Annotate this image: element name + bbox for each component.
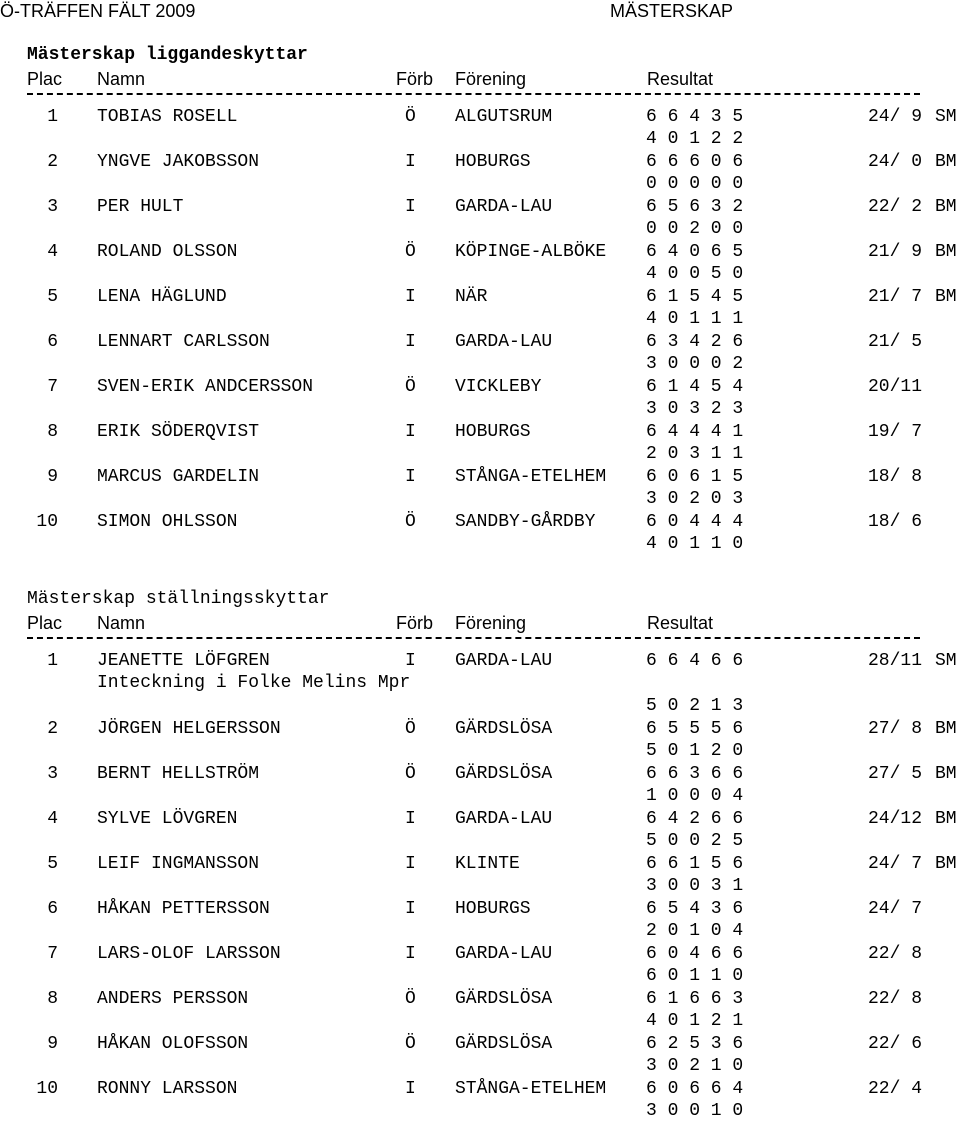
row-medal: BM xyxy=(935,242,957,262)
row-club: NÄR xyxy=(455,287,488,307)
row-forbund: I xyxy=(405,152,416,172)
row-forbund: I xyxy=(405,651,416,671)
row-name: LENA HÄGLUND xyxy=(97,287,227,307)
row-series-1: 6 4 0 6 5 xyxy=(646,242,744,262)
row-name: BERNT HELLSTRÖM xyxy=(97,764,260,784)
row-medal: BM xyxy=(935,152,957,172)
row-total: 22/ 8 xyxy=(867,989,922,1009)
row-series-2: 2 0 3 1 1 xyxy=(646,444,744,464)
row-club: GARDA-LAU xyxy=(455,651,553,671)
row-series-1: 6 0 4 4 4 xyxy=(646,512,744,532)
row-series-1: 6 6 4 3 5 xyxy=(646,107,744,127)
row-series-2: 3 0 2 0 3 xyxy=(646,489,744,509)
section-title: Mästerskap liggandeskyttar xyxy=(27,45,308,65)
row-forbund: I xyxy=(405,332,416,352)
row-name: SIMON OHLSSON xyxy=(97,512,238,532)
row-series-2: 4 0 1 2 1 xyxy=(646,1011,744,1031)
row-forbund: I xyxy=(405,899,416,919)
row-total: 19/ 7 xyxy=(867,422,922,442)
row-club: GARDA-LAU xyxy=(455,332,553,352)
row-name: LEIF INGMANSSON xyxy=(97,854,260,874)
row-placement: 4 xyxy=(47,809,58,829)
row-placement: 4 xyxy=(47,242,58,262)
column-header-resultat: Resultat xyxy=(647,69,714,89)
row-placement: 3 xyxy=(47,197,58,217)
row-club: HOBURGS xyxy=(455,899,531,919)
column-header-forening: Förening xyxy=(455,613,527,633)
row-series-2: 4 0 0 5 0 xyxy=(646,264,744,284)
column-header-forb: Förb xyxy=(396,613,434,633)
row-series-2: 0 0 0 0 0 xyxy=(646,174,744,194)
row-club: STÅNGA-ETELHEM xyxy=(455,1079,607,1099)
row-name: LARS-OLOF LARSSON xyxy=(97,944,281,964)
row-club: GÄRDSLÖSA xyxy=(455,1034,553,1054)
dashed-separator xyxy=(27,93,920,95)
row-series-2: 5 0 1 2 0 xyxy=(646,741,744,761)
row-placement: 7 xyxy=(47,944,58,964)
row-total: 22/ 4 xyxy=(867,1079,922,1099)
row-series-1: 6 2 5 3 6 xyxy=(646,1034,744,1054)
row-placement: 9 xyxy=(47,1034,58,1054)
row-series-2: 4 0 1 1 1 xyxy=(646,309,744,329)
row-name: RONNY LARSSON xyxy=(97,1079,238,1099)
row-series-1: 6 6 4 6 6 xyxy=(646,651,744,671)
row-placement: 1 xyxy=(47,107,58,127)
row-club: HOBURGS xyxy=(455,152,531,172)
row-club: GÄRDSLÖSA xyxy=(455,764,553,784)
row-series-2: 3 0 0 0 2 xyxy=(646,354,744,374)
row-placement: 2 xyxy=(47,152,58,172)
row-name: ANDERS PERSSON xyxy=(97,989,249,1009)
column-header-plac: Plac xyxy=(27,613,63,633)
row-placement: 3 xyxy=(47,764,58,784)
row-forbund: I xyxy=(405,467,416,487)
column-header-plac: Plac xyxy=(27,69,63,89)
dashed-separator xyxy=(27,637,920,639)
row-forbund: Ö xyxy=(405,1034,416,1054)
row-total: 24/ 0 xyxy=(867,152,922,172)
row-series-2: 3 0 3 2 3 xyxy=(646,399,744,419)
row-forbund: I xyxy=(405,944,416,964)
row-name: TOBIAS ROSELL xyxy=(97,107,238,127)
row-name: JÖRGEN HELGERSSON xyxy=(97,719,281,739)
row-name: SYLVE LÖVGREN xyxy=(97,809,238,829)
row-forbund: I xyxy=(405,809,416,829)
row-placement: 5 xyxy=(47,287,58,307)
column-header-namn: Namn xyxy=(97,69,146,89)
row-club: VICKLEBY xyxy=(455,377,542,397)
row-forbund: Ö xyxy=(405,989,416,1009)
row-total: 27/ 5 xyxy=(867,764,922,784)
row-placement: 10 xyxy=(36,512,58,532)
row-name: ROLAND OLSSON xyxy=(97,242,238,262)
row-total: 21/ 7 xyxy=(867,287,922,307)
row-series-2: 4 0 1 1 0 xyxy=(646,534,744,554)
row-total: 22/ 2 xyxy=(867,197,922,217)
row-club: HOBURGS xyxy=(455,422,531,442)
column-header-forb: Förb xyxy=(396,69,434,89)
section-title: Mästerskap ställningsskyttar xyxy=(27,589,330,609)
row-series-2: 3 0 0 3 1 xyxy=(646,876,744,896)
row-medal: BM xyxy=(935,809,957,829)
row-name: SVEN-ERIK ANDCERSSON xyxy=(97,377,314,397)
row-forbund: Ö xyxy=(405,377,416,397)
row-name: HÅKAN PETTERSSON xyxy=(97,899,270,919)
row-total: 24/ 9 xyxy=(867,107,922,127)
row-series-1: 6 6 1 5 6 xyxy=(646,854,744,874)
page-header-right: MÄSTERSKAP xyxy=(610,1,734,21)
row-name: HÅKAN OLOFSSON xyxy=(97,1034,249,1054)
row-total: 22/ 6 xyxy=(867,1034,922,1054)
row-series-2: 1 0 0 0 4 xyxy=(646,786,744,806)
row-forbund: I xyxy=(405,854,416,874)
row-placement: 9 xyxy=(47,467,58,487)
row-forbund: Ö xyxy=(405,512,416,532)
row-club: KÖPINGE-ALBÖKE xyxy=(455,242,607,262)
row-placement: 8 xyxy=(47,422,58,442)
row-medal: BM xyxy=(935,719,957,739)
row-forbund: Ö xyxy=(405,719,416,739)
row-medal: BM xyxy=(935,854,957,874)
row-placement: 10 xyxy=(36,1079,58,1099)
row-series-1: 6 1 6 6 3 xyxy=(646,989,744,1009)
row-total: 24/ 7 xyxy=(867,854,922,874)
row-series-2: 3 0 2 1 0 xyxy=(646,1056,744,1076)
row-total: 21/ 9 xyxy=(867,242,922,262)
row-club: GARDA-LAU xyxy=(455,197,553,217)
row-placement: 1 xyxy=(47,651,58,671)
page-header-left: Ö-TRÄFFEN FÄLT 2009 xyxy=(0,1,196,21)
row-medal: BM xyxy=(935,764,957,784)
row-series-2: 5 0 0 2 5 xyxy=(646,831,744,851)
row-series-1: 6 5 5 5 6 xyxy=(646,719,744,739)
row-total: 22/ 8 xyxy=(867,944,922,964)
row-series-2: 2 0 1 0 4 xyxy=(646,921,744,941)
row-medal: SM xyxy=(935,651,957,671)
row-name: ERIK SÖDERQVIST xyxy=(97,422,260,442)
row-forbund: Ö xyxy=(405,764,416,784)
row-name: JEANETTE LÖFGREN xyxy=(97,651,270,671)
row-placement: 8 xyxy=(47,989,58,1009)
row-series-1: 6 0 4 6 6 xyxy=(646,944,744,964)
row-club: KLINTE xyxy=(455,854,520,874)
row-series-1: 6 1 5 4 5 xyxy=(646,287,744,307)
row-note: Inteckning i Folke Melins Mpr xyxy=(97,673,411,693)
row-name: MARCUS GARDELIN xyxy=(97,467,260,487)
row-placement: 5 xyxy=(47,854,58,874)
row-placement: 7 xyxy=(47,377,58,397)
row-series-1: 6 3 4 2 6 xyxy=(646,332,744,352)
row-series-1: 6 1 4 5 4 xyxy=(646,377,744,397)
row-club: GÄRDSLÖSA xyxy=(455,719,553,739)
row-series-1: 6 0 6 6 4 xyxy=(646,1079,744,1099)
row-total: 24/ 7 xyxy=(867,899,922,919)
row-name: YNGVE JAKOBSSON xyxy=(97,152,260,172)
row-series-1: 6 6 3 6 6 xyxy=(646,764,744,784)
row-total: 28/11 xyxy=(867,651,922,671)
row-total: 27/ 8 xyxy=(867,719,922,739)
row-medal: SM xyxy=(935,107,957,127)
row-series-2: 0 0 2 0 0 xyxy=(646,219,744,239)
row-total: 24/12 xyxy=(867,809,922,829)
row-series-1: 6 4 4 4 1 xyxy=(646,422,744,442)
row-forbund: I xyxy=(405,1079,416,1099)
row-placement: 2 xyxy=(47,719,58,739)
row-series-1: 6 6 6 0 6 xyxy=(646,152,744,172)
row-placement: 6 xyxy=(47,332,58,352)
row-total: 18/ 6 xyxy=(867,512,922,532)
row-series-2: 6 0 1 1 0 xyxy=(646,966,744,986)
row-forbund: I xyxy=(405,197,416,217)
row-series-1: 6 5 6 3 2 xyxy=(646,197,744,217)
row-series-2: 3 0 0 1 0 xyxy=(646,1101,744,1121)
row-club: STÅNGA-ETELHEM xyxy=(455,467,607,487)
row-club: ALGUTSRUM xyxy=(455,107,553,127)
row-total: 18/ 8 xyxy=(867,467,922,487)
row-series-1: 6 4 2 6 6 xyxy=(646,809,744,829)
row-name: PER HULT xyxy=(97,197,184,217)
row-forbund: I xyxy=(405,287,416,307)
row-series-1: 6 0 6 1 5 xyxy=(646,467,744,487)
column-header-forening: Förening xyxy=(455,69,527,89)
row-club: GÄRDSLÖSA xyxy=(455,989,553,1009)
row-club: GARDA-LAU xyxy=(455,944,553,964)
row-series-1: 6 5 4 3 6 xyxy=(646,899,744,919)
column-header-namn: Namn xyxy=(97,613,146,633)
row-forbund: Ö xyxy=(405,107,416,127)
row-placement: 6 xyxy=(47,899,58,919)
row-club: GARDA-LAU xyxy=(455,809,553,829)
row-series-2: 4 0 1 2 2 xyxy=(646,129,744,149)
row-medal: BM xyxy=(935,287,957,307)
row-medal: BM xyxy=(935,197,957,217)
row-forbund: I xyxy=(405,422,416,442)
row-club: SANDBY-GÅRDBY xyxy=(455,512,596,532)
row-total: 21/ 5 xyxy=(867,332,922,352)
row-series-2: 5 0 2 1 3 xyxy=(646,696,744,716)
row-forbund: Ö xyxy=(405,242,416,262)
row-total: 20/11 xyxy=(867,377,922,397)
row-name: LENNART CARLSSON xyxy=(97,332,270,352)
column-header-resultat: Resultat xyxy=(647,613,714,633)
